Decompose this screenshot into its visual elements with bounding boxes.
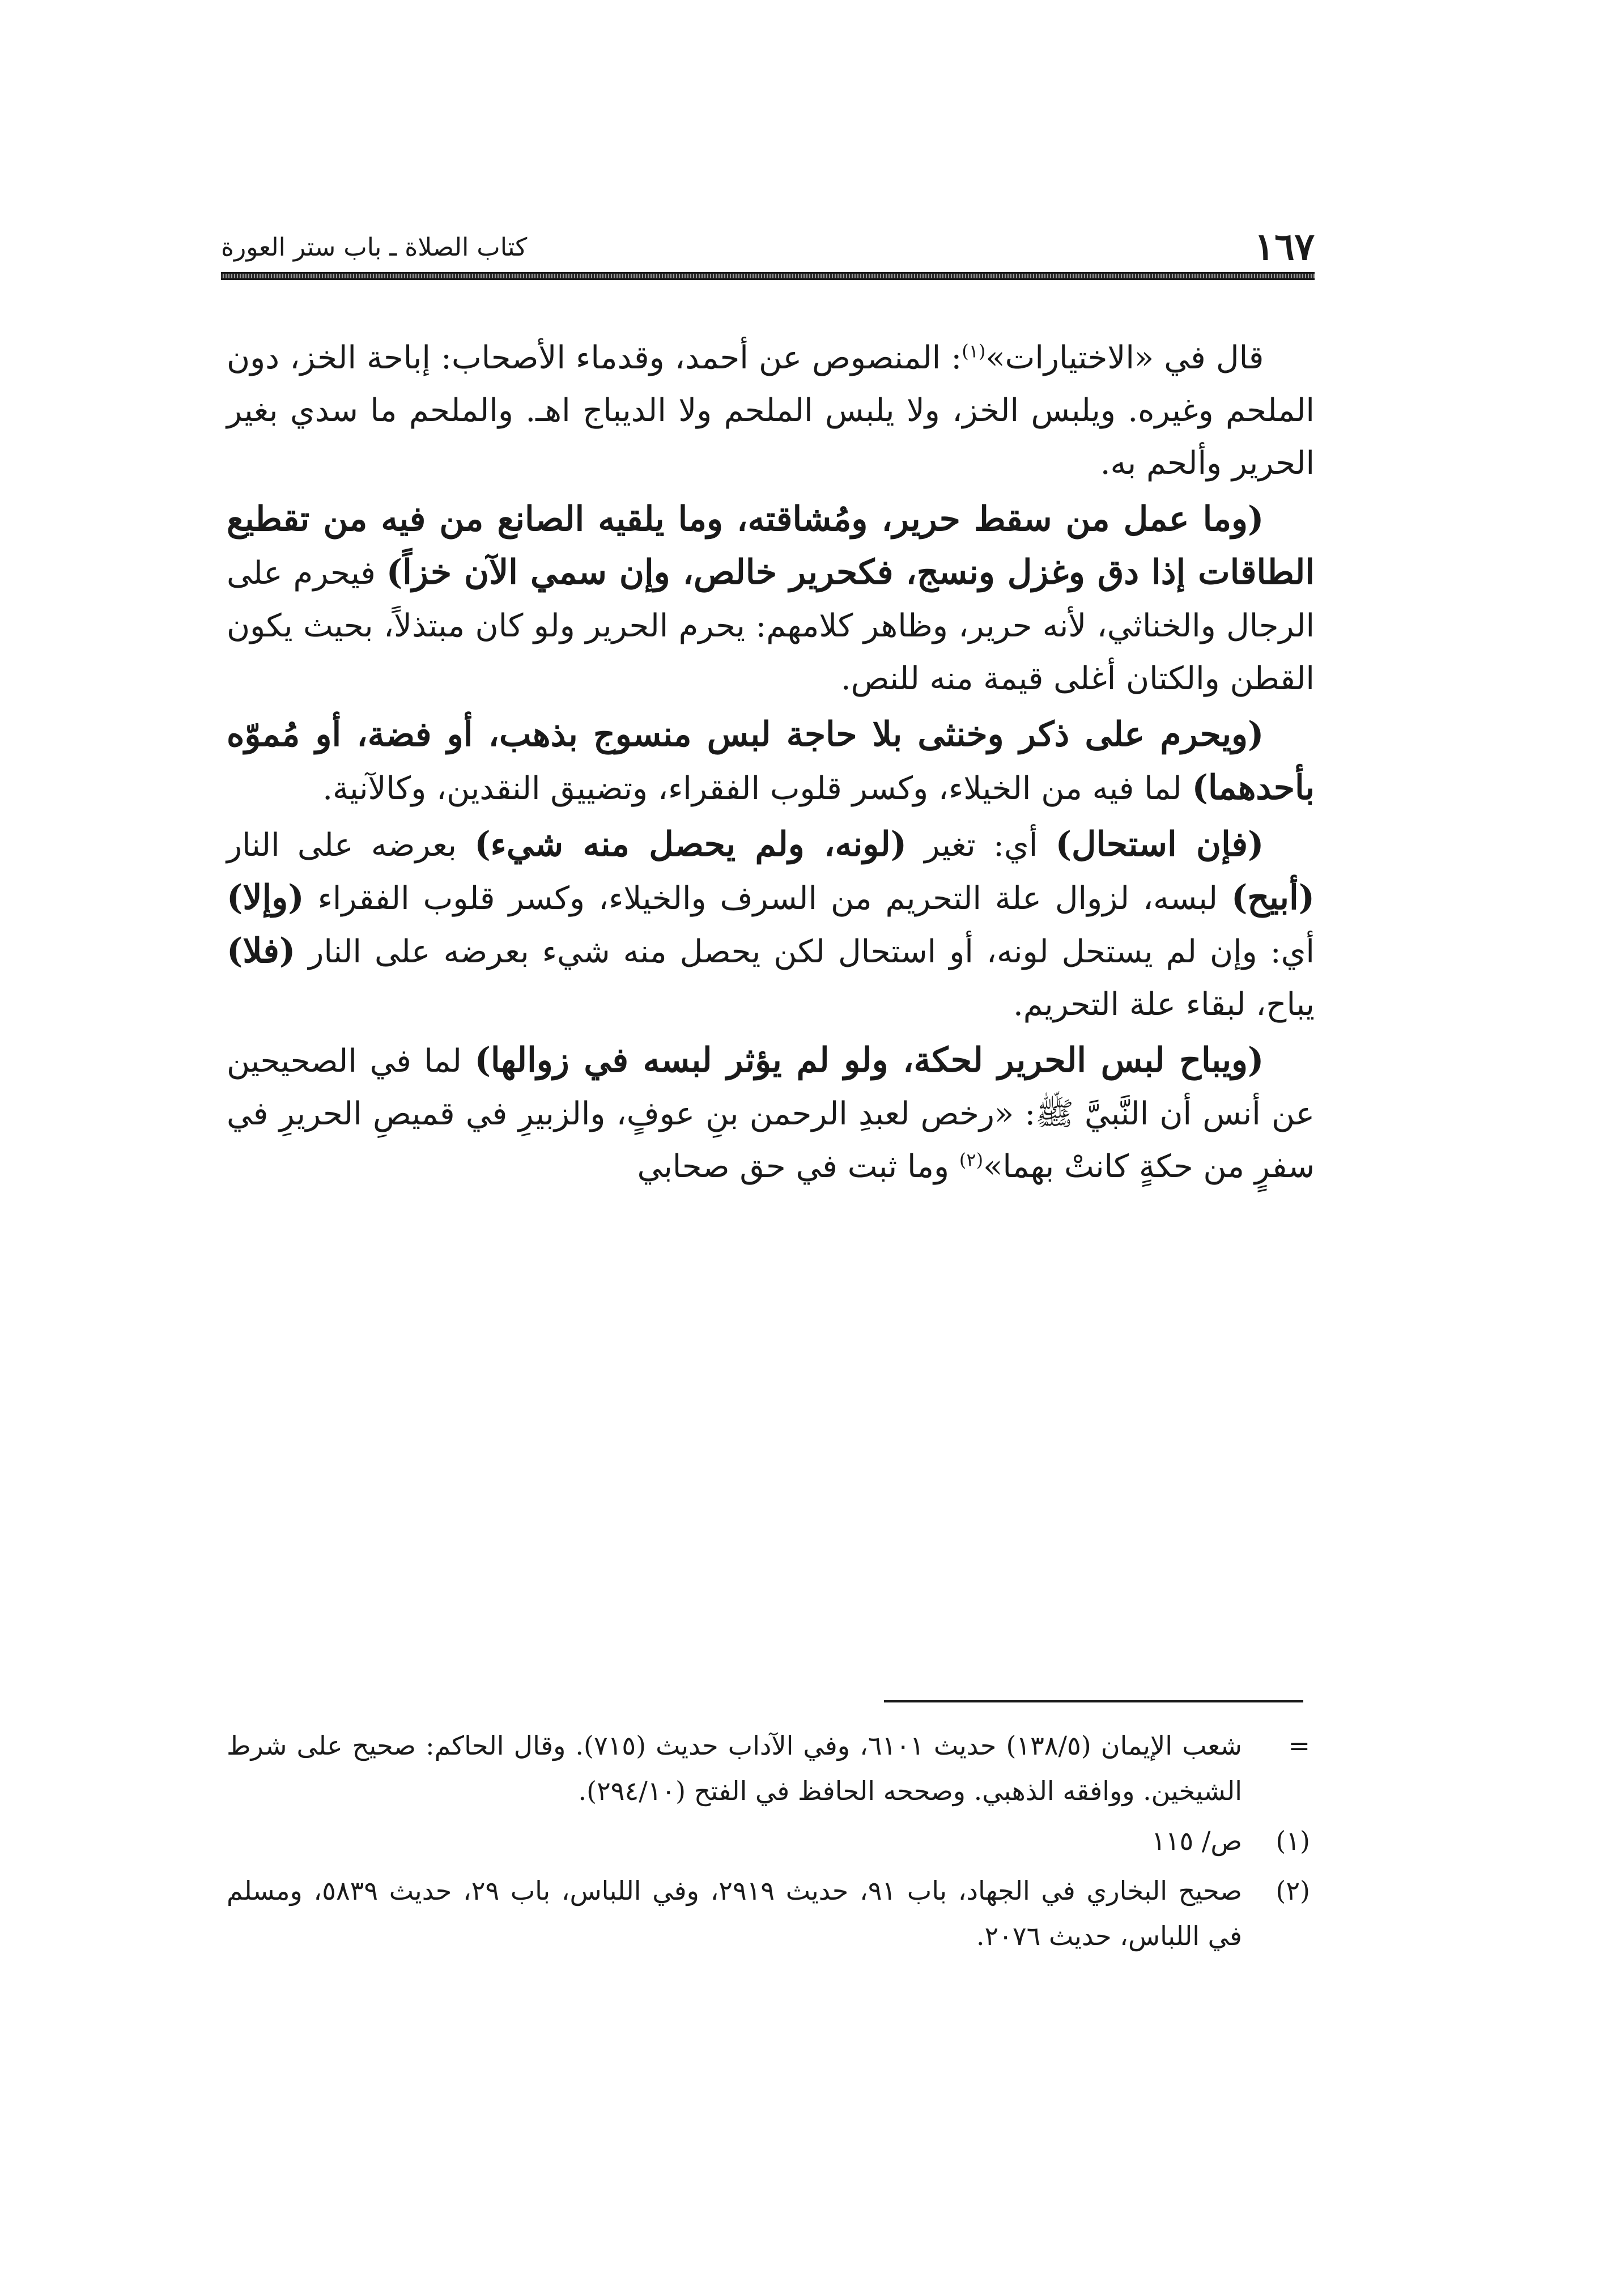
page-header (221, 224, 1315, 269)
sharh-text: لبسه، لزوال علة التحريم من السرف والخيلاء، وكسر قلوب الفقراء (304, 880, 1232, 917)
paragraph-5 (227, 1034, 1315, 1193)
footnote-ref-1[interactable]: (١) (962, 340, 986, 362)
paragraph-3 (227, 708, 1315, 815)
matn-text: (ويباح لبس الحرير لحكة، ولو لم يؤثر لبسه في زوالها) (474, 1041, 1264, 1080)
header-rule (221, 272, 1315, 280)
footnotes (227, 1723, 1315, 1963)
sharh-text: أي: تغير (907, 827, 1056, 864)
paragraph-2 (227, 493, 1315, 705)
sharh-text: لما في الصحيحين عن أنس أن النَّبيَّ ﷺ: «رخص لعبدِ الرحمن بنِ عوفٍ، والزبيرِ في قميصِ الحريرِ في سفرٍ من حكةٍ كانتْ بهما» (227, 1043, 1315, 1185)
matn-text: (فلا) (227, 931, 296, 971)
main-text (227, 332, 1315, 1196)
footnote-2 (227, 1868, 1315, 1959)
sharh-text: وما ثبت في حق صحابي (637, 1148, 959, 1185)
footnote-1 (227, 1818, 1315, 1863)
footnote-mark: = (1288, 1730, 1310, 1761)
page-number: ١٦٧ (1254, 224, 1315, 269)
sharh-text: بعرضه على النار (227, 827, 475, 864)
matn-text: (ويحرم على ذكر وخنثى بلا حاجة لبس منسوج بذهب، أو فضة، أو مُموّه بأحدهما) (227, 715, 1315, 808)
footnote-mark: (١) (1276, 1825, 1310, 1856)
sharh-text: أي: وإن لم يستحل لونه، أو استحال لكن يحصل منه شيء بعرضه على النار (295, 933, 1315, 970)
running-title: كتاب الصلاة ـ باب ستر العورة (221, 233, 528, 262)
sharh-text: لما فيه من الخيلاء، وكسر قلوب الفقراء، وتضييق النقدين، وكالآنية. (322, 770, 1192, 807)
footnote-ref-2[interactable]: (٢) (959, 1149, 984, 1171)
paragraph-1-text-b: : المنصوص عن أحمد، وقدماء الأصحاب: إباحة الخز، دون الملحم وغيره. ويلبس الخز، ولا يلبس الملحم ولا الديباج اهـ. والملحم ما سدي بغير الحرير وألحم به. (227, 339, 1315, 482)
paragraph-1-text-a: قال في «الاختيارات» (985, 339, 1264, 376)
matn-text: (أبيح) (1231, 878, 1315, 918)
footnote-text: شعب الإيمان (١٣٨/٥) حديث ٦١٠١، وفي الآداب حديث (٧١٥). وقال الحاكم: صحيح على شرط الشيخين. ووافقه الذهبي. وصححه الحافظ في الفتح (٢٩٤/١٠). (227, 1730, 1242, 1806)
footnote-text: ص/ ١١٥ (1151, 1825, 1242, 1856)
sharh-text: فيحرم على الرجال والخناثي، لأنه حرير، وظاهر كلامهم: يحرم الحرير ولو كان مبتذلاً، بحيث يكون القطن والكتان أغلى قيمة منه للنص. (227, 555, 1315, 697)
footnote-separator (884, 1700, 1303, 1702)
footnote-continued (227, 1723, 1315, 1814)
sharh-text: يباح، لبقاء علة التحريم. (1013, 986, 1315, 1023)
matn-text: (وما عمل من سقط حرير، ومُشاقته، وما يلقيه الصانع من فيه من تقطيع الطاقات إذا دق وغزل ونسج، فكحرير خالص، وإن سمي الآن خزاً) (227, 499, 1315, 592)
matn-text: (وإلا) (227, 878, 304, 918)
paragraph-1 (227, 332, 1315, 490)
footnote-text: صحيح البخاري في الجهاد، باب ٩١، حديث ٢٩١٩، وفي اللباس، باب ٢٩، حديث ٥٨٣٩، ومسلم في اللباس، حديث ٢٠٧٦. (227, 1875, 1242, 1951)
matn-text: (فإن استحال) (1055, 825, 1264, 864)
matn-text: (لونه، ولم يحصل منه شيء) (474, 825, 907, 864)
footnote-mark: (٢) (1276, 1875, 1310, 1906)
paragraph-4 (227, 818, 1315, 1031)
